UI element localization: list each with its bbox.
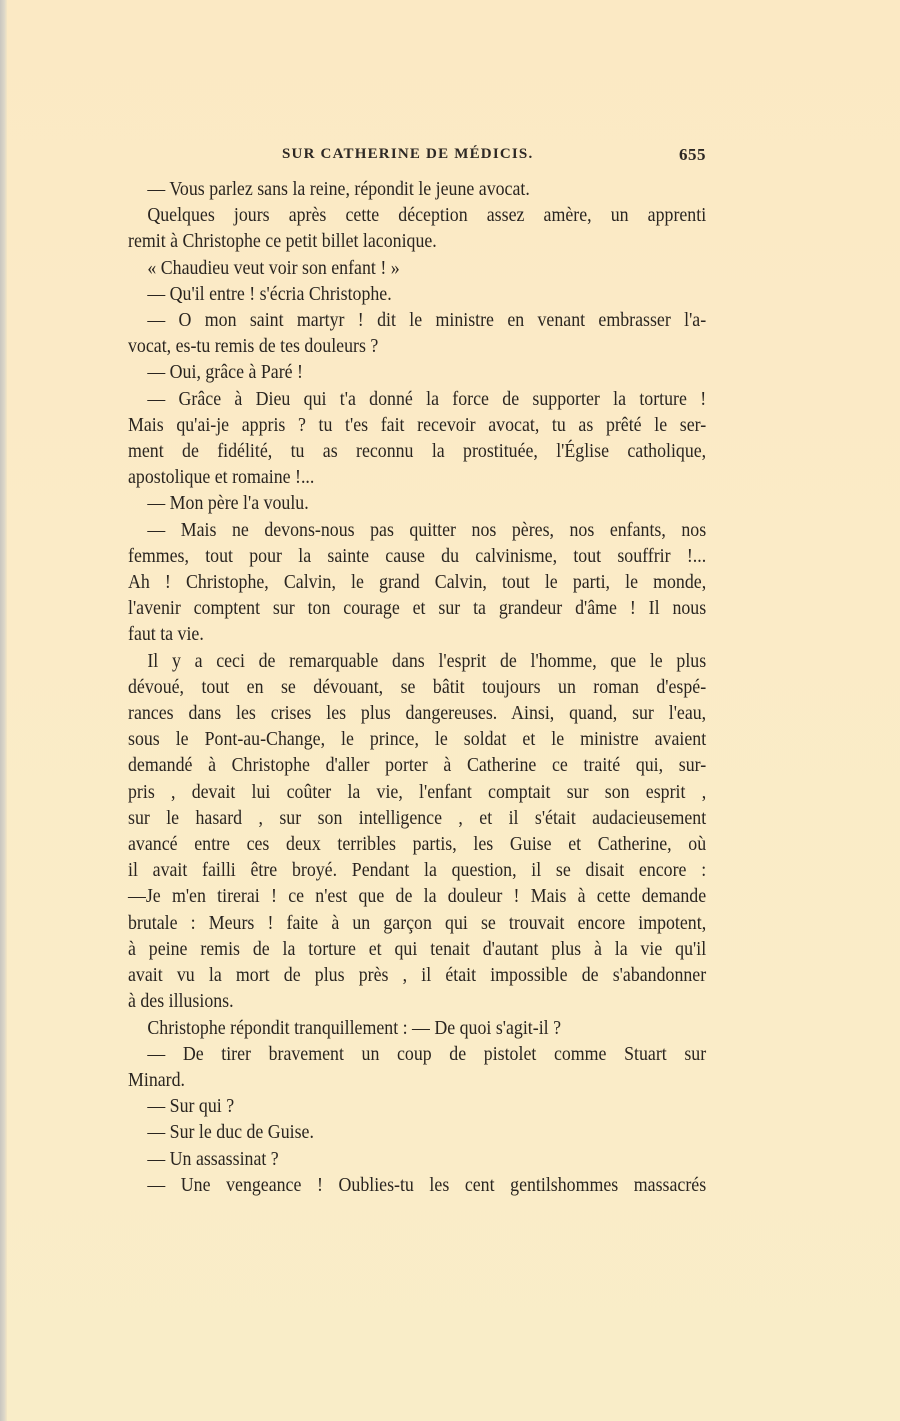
paragraph: [128, 648, 706, 1015]
text-line: avait vu la mort de plus près , il était impossible de s'abandonner: [128, 964, 707, 987]
text-line: sur le hasard , sur son intelligence , et il s'était audacieusement: [128, 806, 707, 829]
text-line: Minard.: [128, 1068, 186, 1091]
text-line: ment de fidélité, tu as reconnu la prostituée, l'Église catholique,: [128, 440, 707, 463]
text-line: sous le Pont-au-Change, le prince, le soldat et le ministre avaient: [128, 728, 707, 751]
paragraph: [128, 1146, 706, 1172]
text-line: — Sur le duc de Guise.: [147, 1121, 314, 1144]
paragraph: [128, 359, 706, 385]
paragraph: [128, 1015, 706, 1041]
text-line: l'avenir comptent sur ton courage et sur ta grandeur d'âme ! Il nous: [128, 597, 707, 620]
text-line: vocat, es-tu remis de tes douleurs ?: [128, 335, 379, 358]
text-line: — Vous parlez sans la reine, répondit le jeune avocat.: [147, 178, 530, 200]
paragraph: [128, 1119, 706, 1145]
paragraph: [128, 307, 706, 359]
text-line: rances dans les crises les plus dangereuses. Ainsi, quand, sur l'eau,: [128, 702, 707, 725]
text-line: pris , devait lui coûter la vie, l'enfant comptait sur son esprit ,: [128, 780, 707, 803]
text-line: — Mon père l'a voulu.: [147, 492, 309, 515]
text-line: remit à Christophe ce petit billet laconique.: [128, 230, 437, 253]
text-line: — Mais ne devons-nous pas quitter nos pères, nos enfants, nos: [147, 518, 707, 541]
paragraph: [128, 255, 706, 281]
text-line: à peine remis de la torture et qui tenait d'autant plus à la vie qu'il: [128, 937, 707, 960]
text-line: — Oui, grâce à Paré !: [147, 361, 303, 384]
text-line: brutale : Meurs ! faite à un garçon qui se trouvait encore impotent,: [128, 911, 707, 934]
running-head: [128, 142, 706, 170]
paragraph: [128, 176, 706, 202]
text-line: Ah ! Christophe, Calvin, le grand Calvin, tout le parti, le monde,: [128, 571, 707, 594]
text-line: Il y a ceci de remarquable dans l'esprit de l'homme, que le plus: [147, 649, 707, 672]
text-line: il avait failli être broyé. Pendant la question, il se disait encore :: [128, 859, 707, 882]
text-line: faut ta vie.: [128, 623, 204, 646]
text-line: — O mon saint martyr ! dit le ministre en venant embrasser l'a-: [147, 309, 707, 332]
text-line: apostolique et romaine !...: [128, 466, 315, 489]
text-line: avancé entre ces deux terribles partis, les Guise et Catherine, où: [128, 833, 707, 856]
text-line: — Qu'il entre ! s'écria Christophe.: [147, 282, 392, 305]
text-line: « Chaudieu veut voir son enfant ! »: [147, 256, 400, 279]
page-number: 655: [679, 145, 706, 164]
paragraph: [128, 202, 706, 254]
scan-left-edge: [0, 0, 7, 1421]
text-line: Mais qu'ai-je appris ? tu t'es fait recevoir avocat, tu as prêté le ser-: [128, 413, 707, 436]
paragraph: [128, 386, 706, 491]
text-line: à des illusions.: [128, 990, 234, 1013]
text-line: — Grâce à Dieu qui t'a donné la force de supporter la torture !: [147, 387, 707, 410]
text-line: demandé à Christophe d'aller porter à Catherine ce traité qui, sur-: [128, 754, 707, 777]
paragraph: [128, 1172, 706, 1198]
text-line: Christophe répondit tranquillement : — De quoi s'agit-il ?: [147, 1016, 562, 1039]
book-page: [128, 142, 706, 1198]
text-line: dévoué, tout en se dévouant, se bâtit toujours un roman d'espé-: [128, 675, 707, 698]
text-line: — De tirer bravement un coup de pistolet comme Stuart sur: [147, 1042, 707, 1065]
text-line: — Une vengeance ! Oublies-tu les cent gentilshommes massacrés: [147, 1173, 707, 1196]
paragraph: [128, 1041, 706, 1093]
paragraph: [128, 1093, 706, 1119]
text-line: Quelques jours après cette déception assez amère, un apprenti: [147, 204, 707, 227]
text-line: — Sur qui ?: [147, 1095, 235, 1118]
paragraph: [128, 490, 706, 516]
text-line: — Un assassinat ?: [147, 1147, 279, 1170]
body-text: [128, 176, 706, 1198]
text-line: —Je m'en tirerai ! ce n'est que de la douleur ! Mais à cette demande: [128, 885, 707, 908]
running-head-title: SUR CATHERINE DE MÉDICIS.: [282, 146, 534, 162]
text-line: femmes, tout pour la sainte cause du calvinisme, tout souffrir !...: [128, 544, 707, 567]
paragraph: [128, 517, 706, 648]
paragraph: [128, 281, 706, 307]
